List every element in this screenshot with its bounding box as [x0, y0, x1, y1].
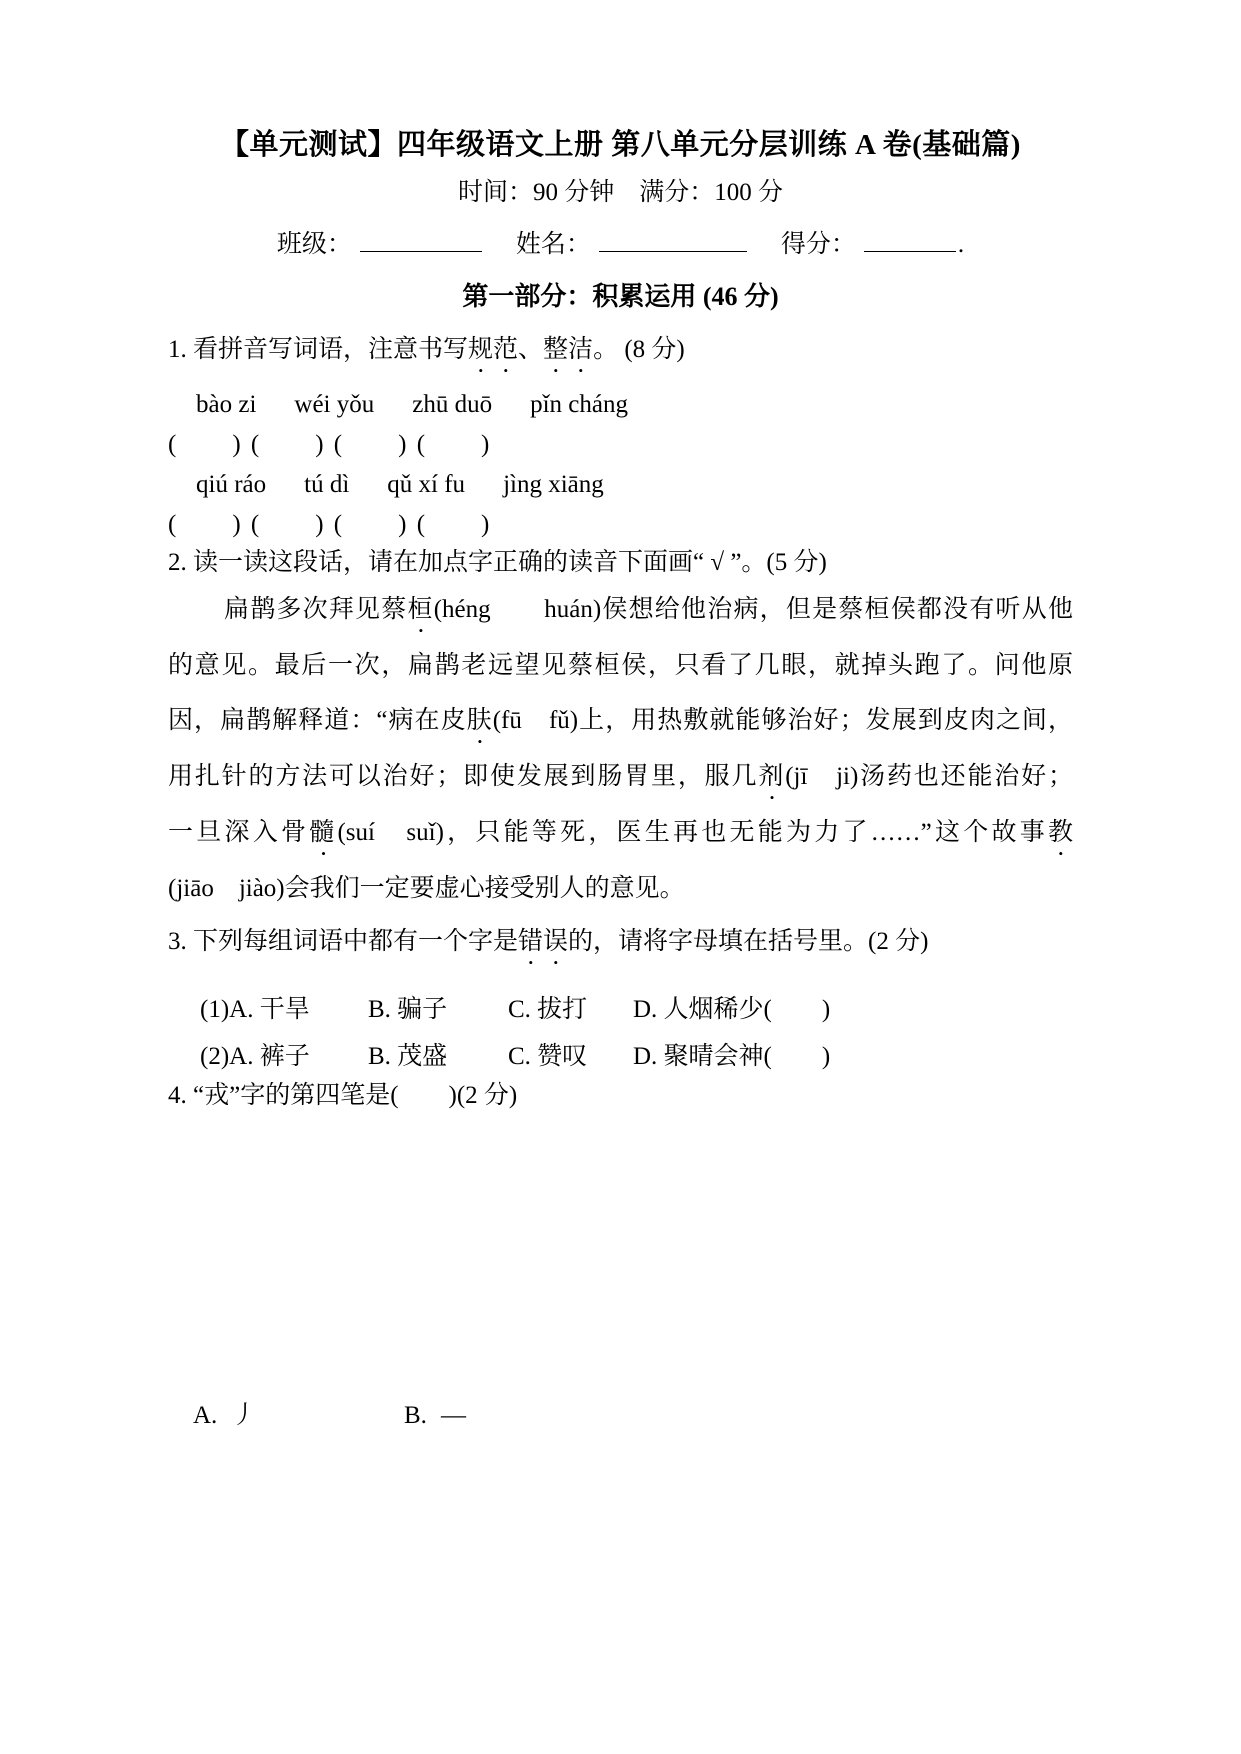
class-blank: [360, 229, 482, 252]
pinyin-word: qǔ xí fu: [387, 471, 466, 498]
q1-lead: 1. 看拼音写词语，注意书写: [168, 336, 469, 363]
pinyin-word: zhū duō: [412, 391, 493, 418]
q4-stroke-options: [193, 1401, 1073, 1431]
option-b-label: B.: [404, 1402, 427, 1429]
pinyin-word: wéi yǒu: [294, 391, 375, 418]
passage-text: (jī ji)汤药也还能治好；: [785, 763, 1073, 790]
q1-answer-brackets-1: ( ) ( ) ( ) ( ): [168, 431, 492, 458]
score-blank: [864, 229, 956, 252]
passage-text: 扁鹊多次拜见蔡: [224, 596, 408, 623]
option-item: C. 赞叹: [508, 1043, 588, 1070]
dotted-char: 肤: [466, 707, 493, 734]
pinyin-word: qiú ráo: [196, 471, 267, 498]
passage-text: 一旦深入骨: [168, 819, 310, 846]
passage-line: (jiāo jiào)会我们一定要虚心接受别人的意见。: [168, 875, 685, 902]
option-a-label: A.: [193, 1402, 218, 1429]
student-info-line: [168, 229, 1073, 260]
option-item: (1)A. 干旱: [200, 996, 310, 1023]
passage-text: (héng huán)侯想给他治病，但是蔡桓侯都没有听从他: [433, 596, 1073, 623]
option-item: D. 人烟稀少( ): [633, 996, 831, 1023]
option-b: [404, 1401, 1073, 1431]
q2-title: 2. 读一读这段话，请在加点字正确的读音下面画“ √ ”。(5 分): [168, 549, 827, 576]
name-label: 姓名：: [515, 231, 591, 258]
pinyin-word: tú dì: [304, 471, 350, 498]
passage-text: (fū fǔ)上，用热敷就能够治好；发展到皮肉之间，: [492, 707, 1073, 734]
pinyin-word: jìng xiāng: [503, 471, 604, 498]
passage-text: (suí suǐ)，只能等死，医生再也无能为力了……”这个故事: [337, 819, 1048, 846]
q3-option-row-2: [200, 1043, 1073, 1071]
q3-title: [168, 928, 1073, 970]
q1-sep: 、: [518, 336, 544, 363]
dotted-char: 桓: [407, 596, 434, 623]
q1-tail: 。 (8 分): [593, 336, 685, 363]
option-item: D. 聚晴会神( ): [633, 1043, 831, 1070]
q1-emphasis-1: 规范: [468, 336, 519, 363]
class-label: 班级：: [276, 231, 352, 258]
stroke-pie-glyph: 丿: [231, 1402, 257, 1429]
time-score-line: 时间：90 分钟 满分：100 分: [457, 179, 783, 206]
q4-title: 4. “戎”字的第四笔是( )(2 分): [168, 1082, 518, 1109]
stroke-heng-glyph: —: [440, 1402, 466, 1429]
q1-emphasis-2: 整洁: [543, 336, 594, 363]
dotted-char: 剂: [758, 763, 786, 790]
page-title: 【单元测试】四年级语文上册 第八单元分层训练 A 卷(基础篇): [220, 129, 1021, 161]
q1-pinyin-row-1: [168, 392, 1073, 418]
q1-answer-brackets-2: ( ) ( ) ( ) ( ): [168, 511, 492, 538]
q2-passage: [168, 582, 1073, 916]
pinyin-word: bào zi: [196, 391, 257, 418]
trailing-period: .: [957, 231, 965, 258]
option-item: C. 拔打: [508, 996, 588, 1023]
dotted-char: 髓: [309, 819, 338, 846]
passage-text: 因，扁鹊解释道：“病在皮: [168, 707, 467, 734]
passage-line: [168, 805, 1073, 861]
passage-line: [168, 749, 1073, 805]
pinyin-word: pǐn cháng: [530, 391, 628, 418]
passage-text: 用扎针的方法可以治好；即使发展到肠胃里，服几: [168, 763, 759, 790]
q3-tail: 的，请将字母填在括号里。(2 分): [568, 928, 929, 955]
option-item: B. 骗子: [368, 996, 448, 1023]
q1-title: [168, 336, 1073, 378]
passage-line: 的意见。最后一次，扁鹊老远望见蔡桓侯，只看了几眼，就掉头跑了。问他原: [168, 652, 1073, 679]
name-blank: [599, 229, 747, 252]
passage-line: [168, 693, 1073, 749]
q3-option-row-1: [200, 996, 1073, 1024]
q3-lead: 3. 下列每组词语中都有一个字是: [168, 928, 519, 955]
q1-pinyin-row-2: [168, 472, 1073, 498]
dotted-char: 教: [1047, 819, 1073, 846]
option-item: B. 茂盛: [368, 1043, 448, 1070]
q3-emphasis: 错误: [518, 928, 569, 955]
passage-line: [168, 582, 1073, 638]
option-a: [193, 1401, 404, 1431]
option-item: (2)A. 裤子: [200, 1043, 310, 1070]
score-label: 得分：: [780, 231, 856, 258]
section1-title: 第一部分：积累运用 (46 分): [462, 282, 779, 311]
